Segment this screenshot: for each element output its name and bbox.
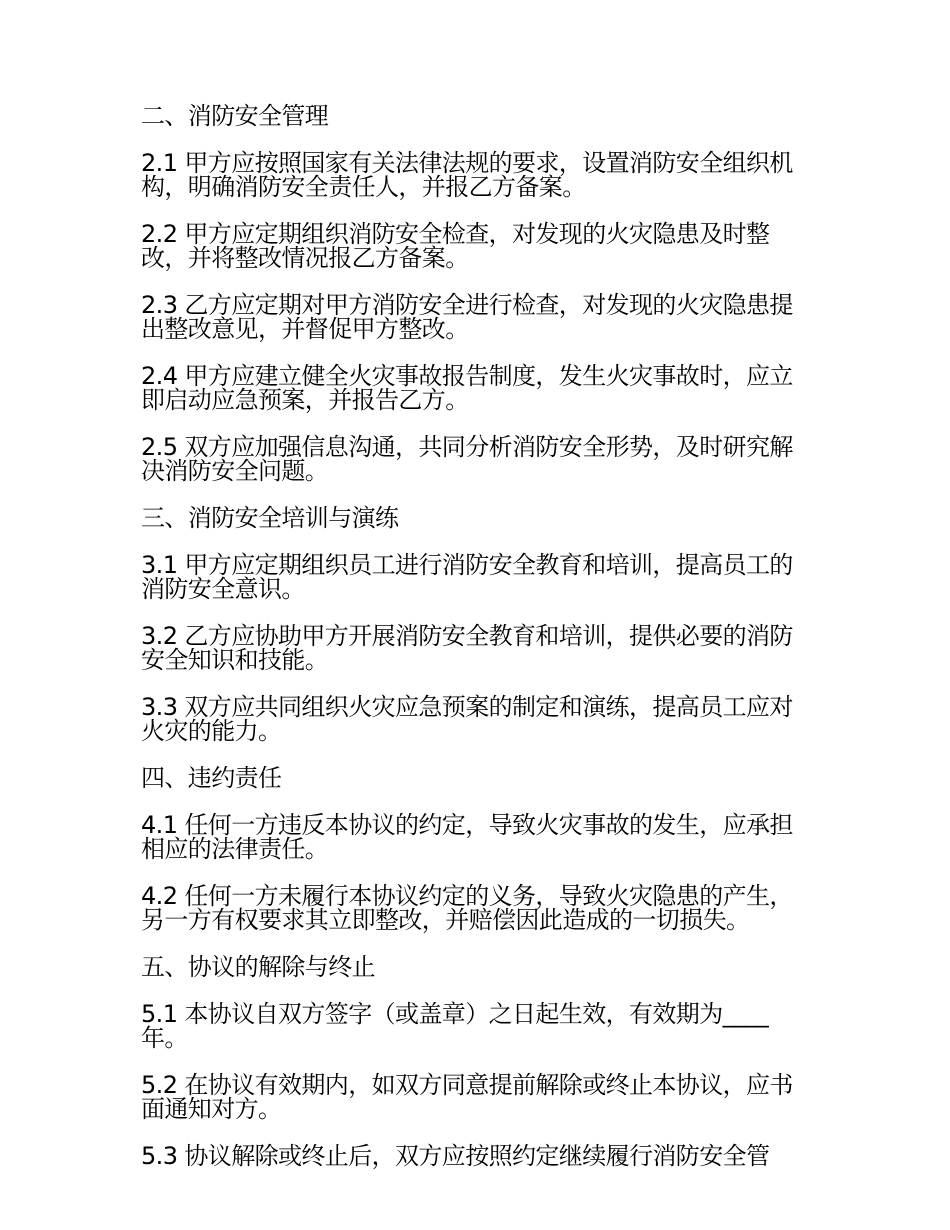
section-heading-4: 四、违约责任 (141, 764, 282, 792)
clause-2-1: 2.1 甲方应按照国家有关法律法规的要求，设置消防安全组织机构，明确消防安全责任人，并报乙方备案。 (141, 149, 793, 201)
document-body (141, 104, 806, 1168)
clause-2-3: 2.3 乙方应定期对甲方消防安全进行检查，对发现的火灾隐患提出整改意见，并督促甲方整改。 (141, 291, 793, 343)
clause-2-2: 2.2 甲方应定期组织消防安全检查，对发现的火灾隐患及时整改，并将整改情况报乙方备案。 (141, 220, 770, 272)
section-heading-3: 三、消防安全培训与演练 (141, 504, 399, 532)
clause-4-1: 4.1 任何一方违反本协议的约定，导致火灾事故的发生，应承担相应的法律责任。 (141, 811, 793, 863)
clause-5-2: 5.2 在协议有效期内，如双方同意提前解除或终止本协议，应书面通知对方。 (141, 1071, 793, 1123)
clause-4-2: 4.2 任何一方未履行本协议约定的义务，导致火灾隐患的产生，另一方有权要求其立即整改，并赔偿因此造成的一切损失。 (141, 882, 793, 934)
section-heading-5: 五、协议的解除与终止 (141, 953, 375, 981)
clause-3-3: 3.3 双方应共同组织火灾应急预案的制定和演练，提高员工应对火灾的能力。 (141, 693, 793, 745)
clause-2-4: 2.4 甲方应建立健全火灾事故报告制度，发生火灾事故时，应立即启动应急预案，并报告乙方。 (141, 362, 793, 414)
clause-3-2: 3.2 乙方应协助甲方开展消防安全教育和培训，提供必要的消防安全知识和技能。 (141, 622, 793, 674)
section-heading-2: 二、消防安全管理 (141, 102, 329, 130)
clause-5-1: 5.1 本协议自双方签字（或盖章）之日起生效，有效期为____年。 (141, 1000, 769, 1052)
clause-3-1: 3.1 甲方应定期组织员工进行消防安全教育和培训，提高员工的消防安全意识。 (141, 551, 793, 603)
clause-2-5: 2.5 双方应加强信息沟通，共同分析消防安全形势，及时研究解决消防安全问题。 (141, 433, 793, 485)
clause-5-3: 5.3 协议解除或终止后，双方应按照约定继续履行消防安全管 (141, 1142, 770, 1170)
